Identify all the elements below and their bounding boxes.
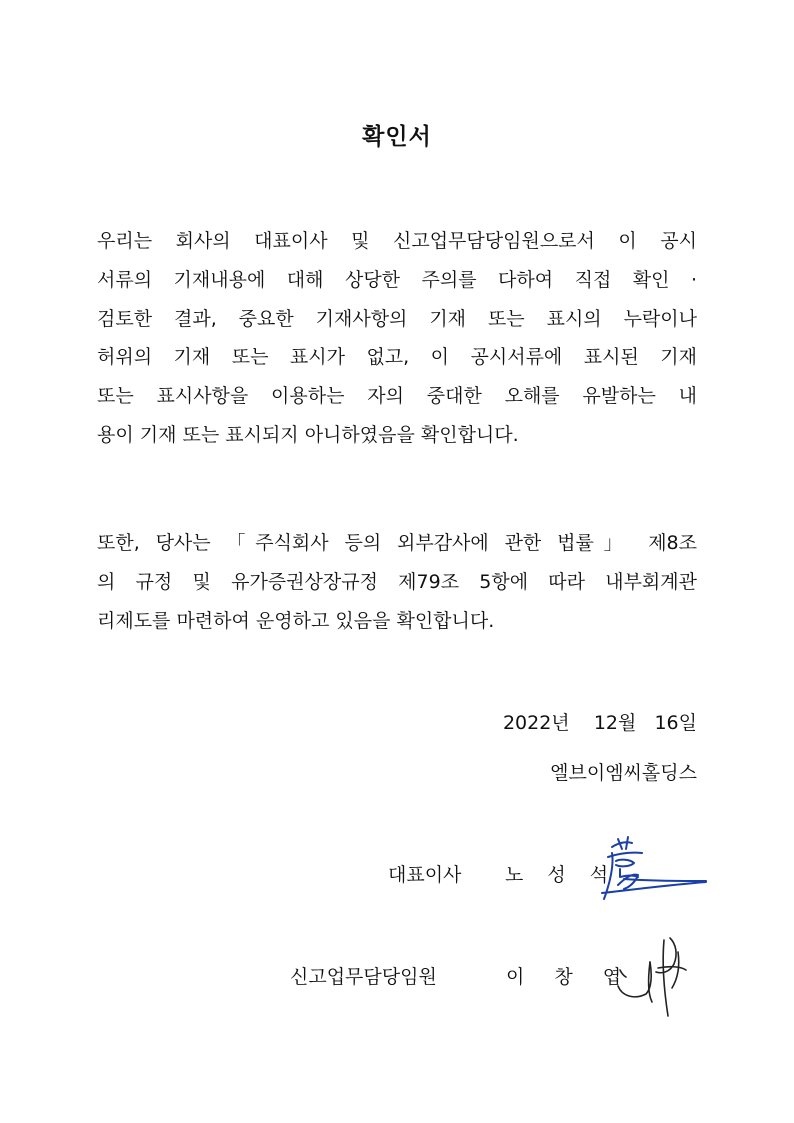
paragraph-line: 허위의 기재 또는 표시가 없고, 이 공시서류에 표시된 기재 [97, 346, 697, 369]
signer-role-disclosure-officer: 신고업무담당임원 [290, 966, 437, 988]
signer-name-disclosure-officer: 이 창 엽 [506, 966, 634, 988]
document-date: 2022년 12월 16일 [502, 712, 697, 734]
handwritten-signature-icon [598, 835, 710, 917]
company-name: 엘브이엠씨홀딩스 [550, 762, 697, 784]
paragraph-line: 서류의 기재내용에 대해 상당한 주의를 다하여 직접 확인 · [97, 268, 697, 291]
confirmation-paragraph-2 [97, 524, 697, 640]
confirmation-paragraph-1 [97, 222, 697, 455]
paragraph-line: 의 규정 및 유가증권상장규정 제79조 5항에 따라 내부회계관 [97, 570, 697, 593]
signer-role-ceo: 대표이사 [388, 864, 462, 886]
signer-name-ceo: 노 성 석 [505, 864, 618, 886]
paragraph-line: 또는 표시사항을 이용하는 자의 중대한 오해를 유발하는 내 [97, 385, 697, 408]
paragraph-line: 또한, 당사는 「주식회사 등의 외부감사에 관한 법률」 제8조 [97, 532, 697, 554]
paragraph-line: 리제도를 마련하여 운영하고 있음을 확인합니다. [97, 609, 495, 632]
paragraph-line: 우리는 회사의 대표이사 및 신고업무담당임원으로서 이 공시 [97, 230, 697, 252]
document-title: 확인서 [362, 124, 432, 150]
handwritten-signature-icon [612, 932, 696, 1022]
paragraph-line: 용이 기재 또는 표시되지 아니하였음을 확인합니다. [97, 423, 519, 446]
paragraph-line: 검토한 결과, 중요한 기재사항의 기재 또는 표시의 누락이나 [97, 307, 697, 330]
